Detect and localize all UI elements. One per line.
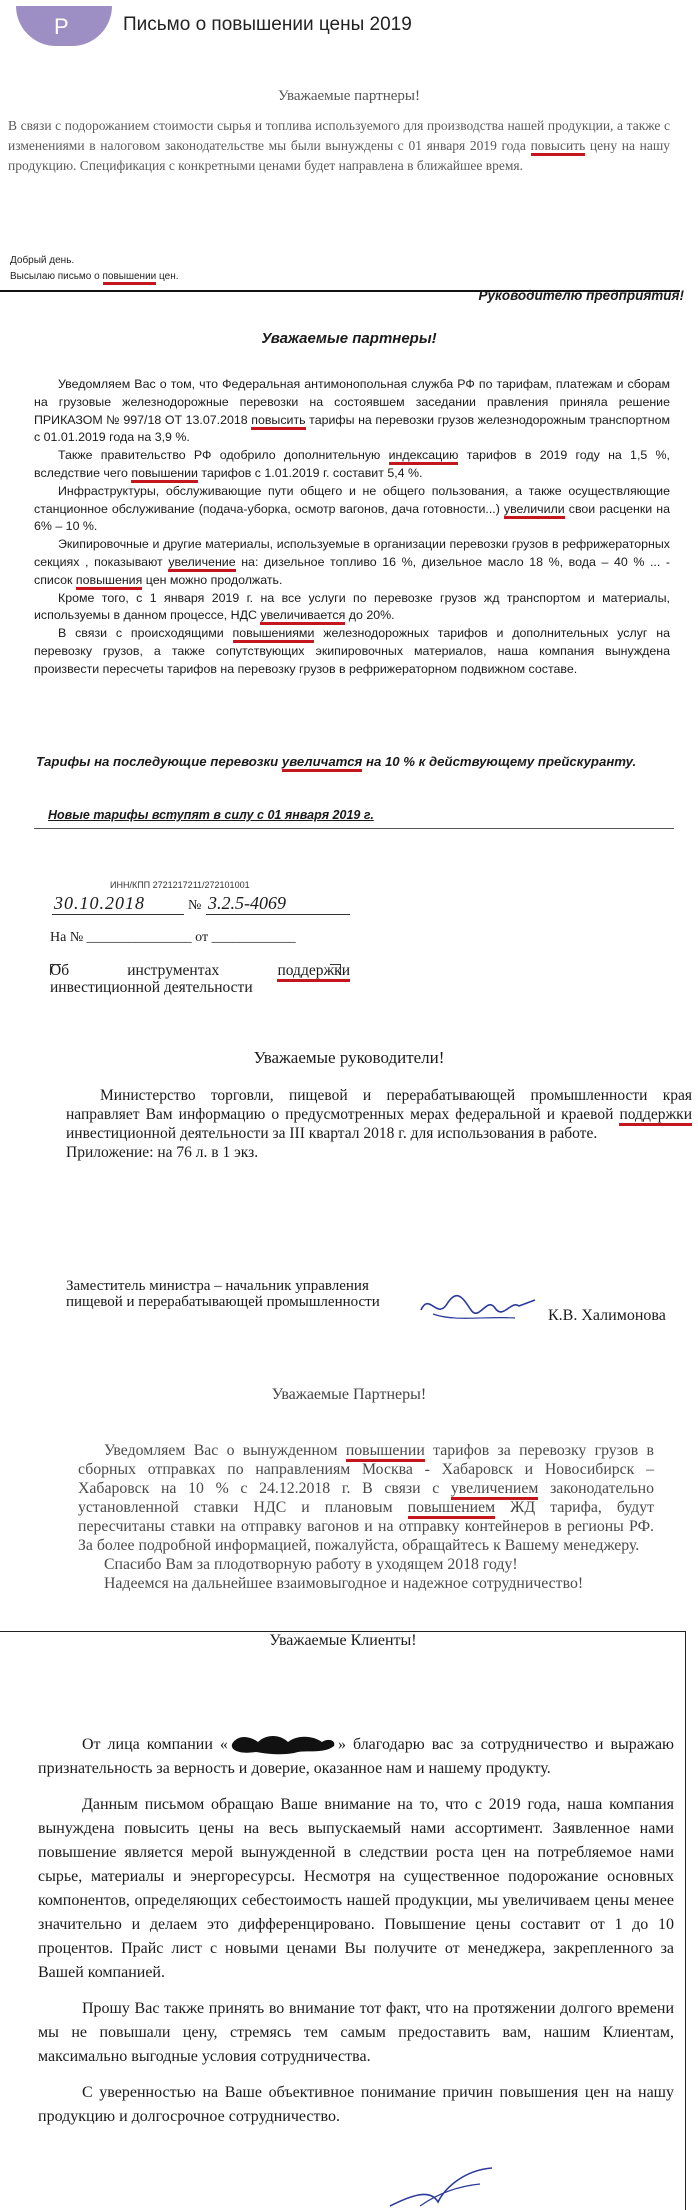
divider (34, 828, 674, 829)
letter3-body: Министерство торговли, пищевой и перерабатывающей промышленности края направляет Вам информацию о предусмотренных мерах федеральной и краевой поддержки инвестиционной деятельности за III квартал 2018 г. для использования в работе. Приложение: на 76 л. в 1 экз. (66, 1087, 692, 1161)
highlight-word: повысить (531, 138, 586, 156)
letter3-signer-name: К.В. Халимонова (548, 1307, 666, 1324)
signature-icon (380, 2166, 500, 2210)
avatar[interactable] (16, 6, 112, 46)
letter3-number: 3.2.5-4069 (208, 893, 286, 913)
divider (206, 914, 350, 915)
letter2-effective-date: Новые тарифы вступят в силу с 01 января 2019 г. (48, 808, 374, 822)
redacted-blot (228, 1734, 338, 1756)
letter2-body: Уведомляем Вас о том, что Федеральная антимонопольная служба РФ по тарифам, платежам и сборам на грузовые железнодорожные перевозки на состоявшем заседании правления приняла решение ПРИКАЗОМ № 997/18 ОТ 13.07.2018 повысить тарифы на перевозки грузов железнодорожным транспортном с 01.01.2019 года на 3,9 %. Также правительство РФ одобрило дополнительную индексацию тарифов в 2019 году на 1,5 %, вследствие чего повышении тарифов с 1.01.2019 г. составит 5,4 %. Инфраструктуры, обслуживающие пути общего и не общего пользования, а также осуществляющие станционное обслуживание (подача-уборка, осмотр вагонов, дача готовности...) увеличили свои расценки на 6% – 10 %. Экипировочные и другие материалы, используемые в организации перевозки грузов в рефрижераторных секциях , показывают увеличение на: дизельное топливо 16 %, дизельное масло 18 %, вода – 40 % ... - список повышения цен можно продолжать. Кроме того, с 1 января 2019 г. на все услуги по перевозке грузов жд транспортом и материалы, используемы в данном процессе, НДС увеличивается до 20%. В связи с происходящими повышениями железнодорожных тарифов и дополнительных услуг на перевозку грузов, а также сопутствующих экипировочных материалов, наша компания вынуждена произвести пересчеты тарифов на перевозку грузов в рефрижераторном подвижном составе. (34, 377, 670, 676)
signature-icon (415, 1286, 540, 1326)
page-title: Письмо о повышении цены 2019 (123, 14, 412, 35)
letter3-subject: Об инструментах поддержки инвестиционной деятельности (50, 962, 350, 996)
divider (685, 1631, 686, 2210)
letter2-tariff-notice: Тарифы на последующие перевозки увеличатся на 10 % к действующему прейскуранту. (36, 752, 672, 771)
letter3-date: 30.10.2018 (54, 893, 145, 913)
letter1-greeting: Уважаемые партнеры! (278, 88, 420, 104)
letter4-body: Уведомляем Вас о вынужденном повышении тарифов за перевозку грузов в сборных отправках по направлениям Москва - Хабаровск и Новосибирск – Хабаровск на 10 % с 24.12.2018 г. В связи с увеличением законодательно установленной ставки НДС и плановым повышением ЖД тарифа, будут пересчитаны ставки на отправку вагонов и на отправку контейнеров в регионы РФ. За более подробной информацией, пожалуйста, обращайтесь к Вашему менеджеру. Спасибо Вам за плодотворную работу в уходящем 2018 году! Надеемся на дальнейшее взаимовыгодное и надежное сотрудничество! (78, 1442, 655, 1592)
letter3-inn: ИНН/КПП 2721217211/272101001 (110, 880, 250, 890)
avatar-letter: P (54, 14, 69, 39)
letter1-body: В связи с подорожанием стоимости сырья и топлива используемого для производства нашей продукции, а также с изменениями в налоговом законодательстве мы были вынуждены с 01 января 2019 года повысить цену на нашу продукцию. Спецификация с конкретными ценами будет направлена в ближайшее время. (8, 118, 670, 173)
letter1-note: Добрый день. Высылаю письмо о повышении цен. (10, 253, 179, 285)
letter5-body: От лица компании « » благодарю вас за сотрудничество и выражаю признательность за верность и доверие, оказанное нам и нашему продукту. Данным письмом обращаю Ваше внимание на то, что с 2019 года, наша компания вынуждена повысить цены на весь выпускаемый нами ассортимент. Заявленное нами повышение является мерой вынужденной в следствии роста цен на потребляемое нами сырье, материалы и энергоресурсы. Несмотря на существенное подорожание основных компонентов, определяющих себестоимость нашей продукции, мы увеличиваем цены менее значительно и делаем это дифференцировано. Повышение цены составит от 1 до 10 процентов. Прайс лист с новыми ценами Вы получите от менеджера, закрепленного за Вашей компанией. Прошу Вас также принять во внимание тот факт, что на протяжении долгого времени мы не повышали цену, стремясь тем самым предоставить вам, нашим Клиентам, максимально выгодные условия сотрудничества. С уверенностью на Ваше объективное понимание причин повышения цен на нашу продукцию и долгосрочное сотрудничество. (38, 1736, 675, 2125)
highlight-word: повышении (103, 271, 157, 285)
letter3-reference-line: На № _______________ от ____________ (50, 930, 296, 945)
letter2-greeting: Уважаемые партнеры! (261, 330, 437, 347)
letter3-signer-title: Заместитель министра – начальник управления пищевой и перерабатывающей промышленности (66, 1278, 380, 1310)
letter2-addressee: Руководителю предприятия! (478, 288, 684, 303)
letter4-greeting: Уважаемые Партнеры! (271, 1386, 427, 1403)
letter5-greeting: Уважаемые Клиенты! (269, 1632, 417, 1649)
letter3-number-label: № (188, 898, 202, 913)
letter3-greeting: Уважаемые руководители! (253, 1048, 445, 1067)
divider (52, 914, 184, 915)
